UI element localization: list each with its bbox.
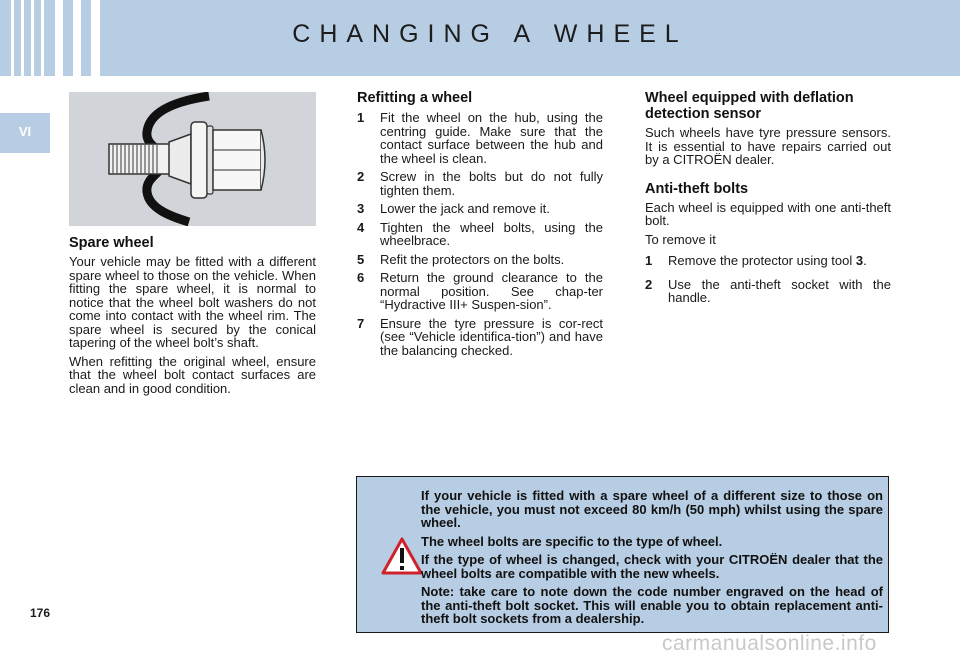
- warning-text: [421, 489, 883, 631]
- anti-theft-heading: Anti-theft bolts: [645, 180, 749, 197]
- step-text: Tighten the wheel bolts, using the wheelbrace.: [380, 219, 603, 248]
- list-item: [357, 202, 603, 216]
- step-text: Fit the wheel on the hub, using the centring guide. Make sure that the contact surface between the hub and the wheel is clean.: [380, 110, 603, 166]
- step-number: 3: [357, 201, 365, 216]
- warning-paragraph: If your vehicle is fitted with a spare wheel of a different size to those on the vehicle, you must not exceed 80 km/h (50 mph) whilst using the spare wheel.: [421, 488, 883, 530]
- step-text: Lower the jack and remove it.: [380, 201, 550, 216]
- warning-paragraph: Note: take care to note down the code number engraved on the head of the anti-theft bolt socket. This will enable you to obtain replacement anti-theft bolt sockets from a dealership.: [421, 584, 883, 626]
- header-stripe: [11, 0, 14, 76]
- watermark: carmanualsonline.info: [662, 632, 877, 655]
- header-stripe: [31, 0, 34, 76]
- refitting-steps: [357, 111, 603, 357]
- tool-number: 3: [855, 253, 864, 268]
- header-stripe: [21, 0, 24, 76]
- warning-paragraph: The wheel bolts are specific to the type of wheel.: [421, 533, 723, 549]
- wheel-bolt-icon: [69, 92, 316, 226]
- step-text: Refit the protectors on the bolts.: [380, 251, 565, 267]
- step-text: Ensure the tyre pressure is cor-rect (see “Vehicle identifica-tion”) and have the balancing checked.: [380, 315, 603, 358]
- warning-box: [356, 476, 889, 633]
- chapter-tab-label: VI: [18, 124, 32, 139]
- step-number: 1: [645, 253, 653, 268]
- anti-theft-lead: To remove it: [645, 231, 716, 247]
- page-title: CHANGING A WHEEL: [292, 20, 688, 48]
- step-number: 4: [357, 219, 365, 235]
- header-stripe: [41, 0, 44, 76]
- spare-wheel-paragraph: When refitting the original wheel, ensure that the wheel bolt contact surfaces are clean and in good condition.: [69, 353, 316, 396]
- step-number: 6: [357, 270, 365, 285]
- step-text: Use the anti-theft socket with the handle.: [668, 276, 891, 305]
- spare-wheel-section: [69, 235, 316, 395]
- list-item: [357, 253, 603, 267]
- header-banner: [0, 0, 960, 76]
- list-item: [645, 278, 891, 305]
- step-number: 2: [357, 169, 365, 184]
- step-number: 7: [357, 315, 365, 331]
- chapter-tab[interactable]: [0, 113, 50, 153]
- step-number: 1: [357, 110, 365, 125]
- right-column: [645, 90, 891, 310]
- deflation-text: Such wheels have tyre pressure sensors. It is essential to have repairs carried out by a CITROËN dealer.: [645, 125, 891, 167]
- list-item: [357, 317, 603, 358]
- step-number: 2: [645, 276, 653, 292]
- refitting-heading: Refitting a wheel: [357, 90, 473, 106]
- header-stripe: [55, 0, 63, 76]
- page-number: 176: [30, 606, 51, 620]
- step-text-end: .: [863, 253, 867, 268]
- spare-wheel-heading: Spare wheel: [69, 235, 154, 251]
- step-text: Screw in the bolts but do not fully tighten them.: [380, 169, 603, 198]
- spare-wheel-paragraph: Your vehicle may be fitted with a different spare wheel to those on the vehicle. When fitting the spare wheel, it is normal to notice that the wheel bolt washers do not come into contact with the wheel rim. The spare wheel is secured by the conical tapering of the wheel bolt’s shaft.: [69, 254, 316, 350]
- list-item: [645, 254, 891, 268]
- warning-triangle-icon: [381, 537, 423, 575]
- deflation-heading: Wheel equipped with deflation detection sensor: [645, 90, 854, 122]
- anti-theft-intro: Each wheel is equipped with one anti-theft bolt.: [645, 199, 891, 228]
- header-stripe: [73, 0, 81, 76]
- list-item: [357, 170, 603, 197]
- list-item: [357, 271, 603, 312]
- list-item: [357, 111, 603, 165]
- anti-theft-steps: [645, 254, 891, 305]
- refitting-section: [357, 90, 603, 362]
- list-item: [357, 221, 603, 248]
- step-text: Remove the protector using tool: [668, 253, 856, 268]
- header-stripe: [91, 0, 100, 76]
- step-number: 5: [357, 251, 365, 267]
- step-text: Return the ground clearance to the normal position. See chap-ter “Hydractive III+ Suspen-sion”.: [380, 270, 603, 312]
- wheel-bolt-illustration: [69, 92, 316, 226]
- warning-paragraph: If the type of wheel is changed, check with your CITROËN dealer that the wheel bolts are compatible with the new wheels.: [421, 552, 883, 581]
